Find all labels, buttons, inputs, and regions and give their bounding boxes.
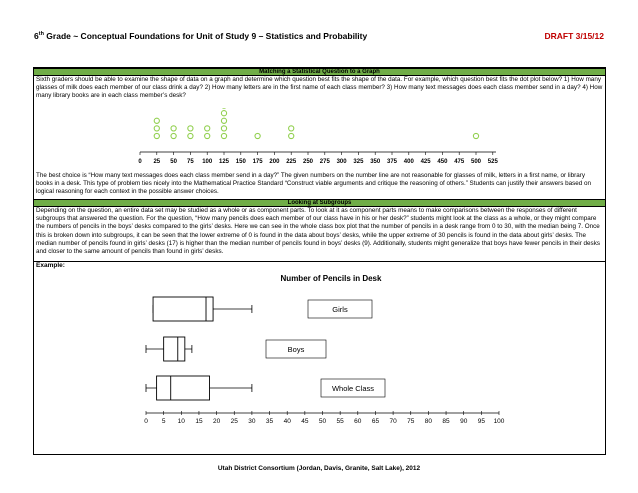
dot-plot bbox=[34, 108, 605, 168]
dot-plot-tick-label: 475 bbox=[454, 159, 465, 165]
box-plot-tick-label: 65 bbox=[371, 418, 380, 425]
section-heading-matching: Matching a Statistical Question to a Graph bbox=[34, 68, 605, 76]
box-plot-tick-label: 95 bbox=[477, 418, 485, 425]
title-text: Grade ~ Conceptual Foundations for Unit of Study 9 – Statistics and Probability bbox=[43, 31, 368, 41]
box-plot-chart bbox=[34, 267, 605, 427]
dot-plot-tick-label: 150 bbox=[235, 159, 246, 165]
box-plot-tick-label: 50 bbox=[318, 418, 327, 425]
dot-plot-tick-label: 25 bbox=[153, 159, 161, 165]
box-plot-boys bbox=[146, 337, 326, 361]
box-plot-title: Number of Pencils in Desk bbox=[280, 274, 382, 283]
box-plot-tick-label: 60 bbox=[354, 418, 362, 425]
section1-intro bbox=[36, 76, 603, 101]
box-plot-series-label: Girls bbox=[332, 305, 348, 314]
dot-plot-point bbox=[171, 133, 176, 138]
dot-plot-tick-label: 300 bbox=[336, 159, 347, 165]
dot-plot-tick-label: 225 bbox=[286, 159, 297, 165]
dot-plot-tick-label: 100 bbox=[202, 159, 213, 165]
dot-plot-point bbox=[171, 126, 176, 131]
dot-plot-tick-label: 375 bbox=[386, 159, 398, 165]
dot-plot-point bbox=[188, 133, 193, 138]
box-plot-whole-class bbox=[146, 376, 385, 400]
dot-plot-tick-label: 200 bbox=[269, 159, 280, 165]
dot-plot-tick-label: 0 bbox=[138, 159, 142, 165]
dot-plot-point bbox=[221, 133, 226, 138]
box-plot-tick-label: 45 bbox=[301, 418, 309, 425]
box-plot-box bbox=[157, 376, 210, 400]
box-plot-tick-label: 20 bbox=[212, 418, 221, 425]
conclusion-paragraph: The best choice is “How many text messages does each class member send in a day?” The given numbers on the number line are not reasonable for glasses of milk, letters in a first name, or library books in a desk. This type of problem ties nicely into the Mathematical Practice Standard “Construct viable arguments and critique the reasoning of others.” Students can justify their answers based on logical reasoning for each context in the possible answer choices. bbox=[36, 172, 591, 196]
dot-plot-point bbox=[255, 133, 260, 138]
section1-conclusion bbox=[36, 172, 603, 197]
box-plot-tick-label: 90 bbox=[460, 418, 468, 425]
dot-plot-tick-label: 275 bbox=[319, 159, 330, 165]
content-frame bbox=[33, 67, 606, 455]
dot-plot-tick-label: 125 bbox=[218, 159, 230, 165]
box-plot-tick-label: 40 bbox=[283, 418, 291, 425]
dot-plot-point bbox=[154, 118, 159, 123]
box-plot-series-label: Whole Class bbox=[331, 384, 375, 393]
box-plot-tick-label: 35 bbox=[265, 418, 274, 425]
intro-paragraph: Sixth graders should be able to examine the shape of data on a graph and determine which question best fits the shape of the data. For example, which question best fits the dot plot below? 1) How many glasses of milk does each member of our class drink a day? 2) How many letters are in the first name of each class member? 3) How many text messages does each class member send in a day? 4) How many library books are in each class member’s desk? bbox=[36, 76, 603, 100]
footer-credit: Utah District Consortium (Jordan, Davis, Granite, Salt Lake), 2012 bbox=[217, 465, 421, 472]
dot-plot-point bbox=[221, 126, 226, 131]
dot-plot-point bbox=[473, 133, 478, 138]
grade-suffix: th bbox=[38, 31, 44, 38]
dot-plot-tick-label: 400 bbox=[403, 159, 414, 165]
dot-plot-tick-label: 350 bbox=[370, 159, 381, 165]
section2-body bbox=[36, 207, 603, 256]
box-plot-box bbox=[153, 297, 213, 321]
draft-label: DRAFT 3/15/12 bbox=[544, 31, 604, 41]
dot-plot-tick-label: 250 bbox=[302, 159, 314, 165]
dot-plot-point bbox=[205, 133, 210, 138]
box-plot-tick-label: 80 bbox=[424, 418, 433, 425]
dot-plot-tick-label: 450 bbox=[437, 159, 448, 165]
box-plot-box bbox=[164, 337, 185, 361]
box-plot-series-label: Boys bbox=[287, 345, 305, 354]
section-divider bbox=[34, 261, 605, 262]
dot-plot-tick-label: 75 bbox=[187, 159, 194, 165]
dot-plot-tick-label: 425 bbox=[420, 159, 431, 165]
box-plot-tick-label: 100 bbox=[493, 418, 505, 425]
dot-plot-point bbox=[188, 126, 193, 131]
dot-plot-point bbox=[205, 126, 210, 131]
grade-number: 6 bbox=[34, 31, 39, 41]
box-plot-tick-label: 10 bbox=[177, 418, 185, 425]
dot-plot-point bbox=[154, 126, 159, 131]
subgroups-paragraph: Depending on the question, an entire data set may be studied as a whole or as component parts. To look at it as component parts means to make comparisons between the responses of different subgroups that answered the question. For the question, “How many pencils does each member of our class have in his or her desk?” students might look at the class as a whole, or they might compare the numbers of pencils in the boys’ desks compared to the girls’ desks. Here we can see in the whole class box plot that the number of pencils in a desk range from 0 to 30, with the median being 7. Once this is broken down into subgroups, it can be seen that the lower extreme of 0 is found in the data about boys’ desks, while the upper extreme of 30 pencils is found in the data about girls’ desks. The median number of pencils found in girls’ desks (17) is higher than the median number of pencils found in boys’ desks (9). Additionally, students might generalize that boys have fewer pencils in their desks and closer to the same amount of pencils than found in girls’ desks. bbox=[36, 207, 600, 256]
box-plot-tick-label: 30 bbox=[248, 418, 256, 425]
dot-plot-point bbox=[289, 126, 294, 131]
dot-plot-tick-label: 325 bbox=[353, 159, 364, 165]
box-plot-tick-label: 70 bbox=[389, 418, 397, 425]
dot-plot-tick-label: 525 bbox=[487, 159, 498, 165]
box-plot-tick-label: 75 bbox=[407, 418, 415, 425]
box-plot-tick-label: 5 bbox=[161, 418, 166, 425]
dot-plot-tick-label: 500 bbox=[470, 159, 482, 165]
dot-plot-point bbox=[221, 118, 226, 123]
dot-plot-point bbox=[289, 133, 294, 138]
dot-plot-tick-label: 175 bbox=[252, 159, 263, 165]
dot-plot-point bbox=[154, 133, 159, 138]
document-title bbox=[34, 31, 367, 41]
section-heading-subgroups: Looking at Subgroups bbox=[34, 199, 605, 207]
box-plot-tick-label: 55 bbox=[336, 418, 344, 425]
box-plot-tick-label: 15 bbox=[195, 418, 203, 425]
box-plot-girls bbox=[153, 297, 372, 321]
dot-plot-tick-label: 50 bbox=[170, 159, 177, 165]
example-label: Example: bbox=[36, 262, 65, 269]
box-plot-tick-label: 85 bbox=[442, 418, 450, 425]
box-plot-tick-label: 25 bbox=[230, 418, 238, 425]
box-plot-tick-label: 0 bbox=[144, 418, 148, 425]
dot-plot-point bbox=[221, 111, 226, 116]
